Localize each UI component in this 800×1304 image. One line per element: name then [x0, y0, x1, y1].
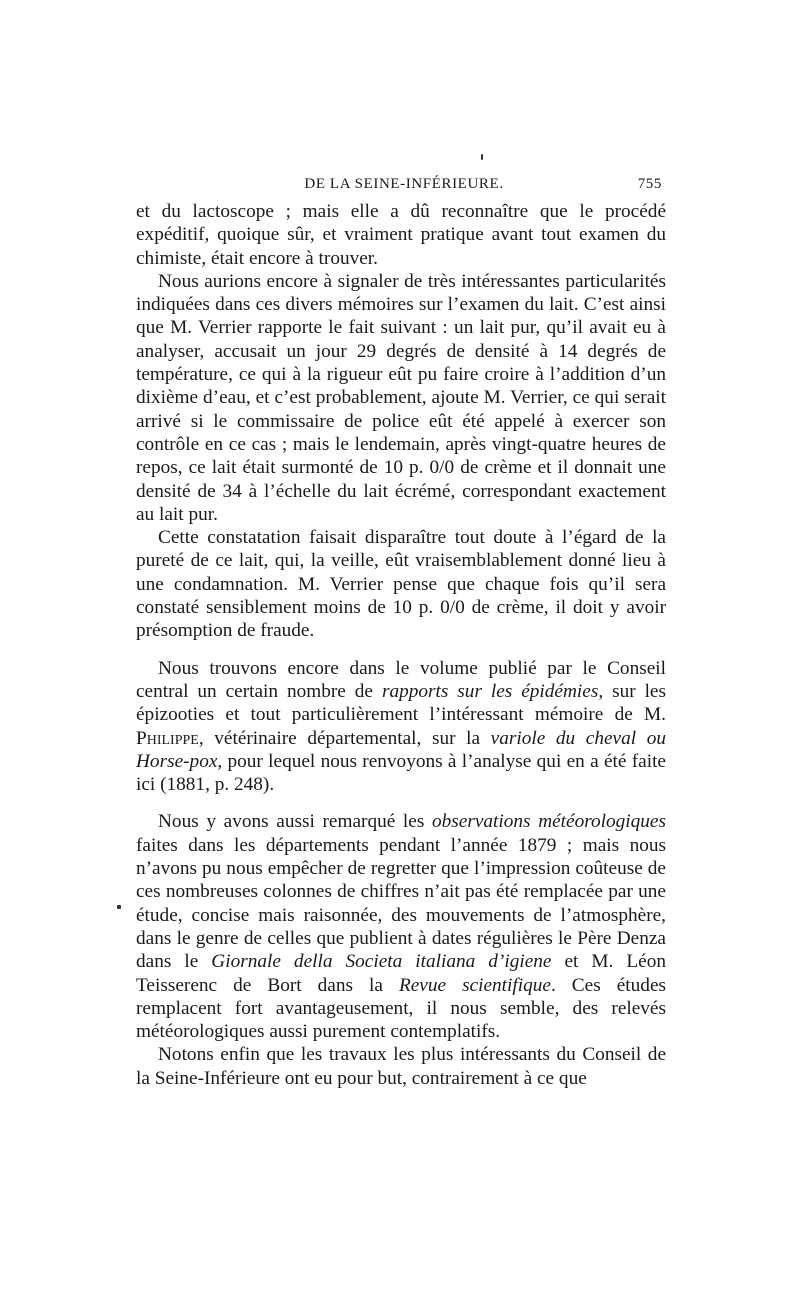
paragraph-4-text: , pour lequel nous renvoyons à l’analyse qui en a été faite ici (1881, p. 248).	[136, 750, 666, 796]
paragraph-4-text: Nous trouvons encore dans le volume publié par le Conseil central un certain nombre de	[136, 657, 666, 702]
paragraph-5-text: faites dans les départements pendant l’année 1879 ; mais nous n’avons pu nous empêcher de regretter que l’impression coûteuse de ces nombreuses colonnes de chiffres n’ait pas été remplacée par une étude, concise mais raisonnée, des mouvements de l’atmosphère, dans le genre de celles que publient à dates régulières le Père Denza dans le	[136, 834, 666, 973]
italic-title-giornale: Giornale della Societa italiana d’igiene	[211, 951, 552, 973]
italic-title-revue: Revue scientifique	[398, 974, 551, 996]
italic-title-observations: observations météorologiques	[432, 811, 666, 833]
paragraph-5-text: et M. Léon Teisserenc de Bort dans la	[136, 951, 666, 996]
paragraph-5	[136, 810, 666, 1043]
page-number: 755	[637, 176, 662, 192]
print-speck	[117, 905, 121, 909]
paragraph-5-text: Nous y avons aussi remarqué les	[158, 811, 432, 833]
print-speck	[481, 154, 483, 160]
running-title: DE LA SEINE-INFÉRIEURE.	[304, 176, 504, 192]
italic-title-rapports: rapports sur les épidémies	[381, 680, 599, 702]
paragraph-4-text: , sur les épizooties et tout particulièrement l’intéressant mémoire de M.	[136, 680, 666, 726]
body-text	[136, 200, 666, 1090]
paragraph-2: Nous aurions encore à signaler de très intéressantes particularités indiquées dans ces divers mémoires sur l’examen du lait. C’est ainsi que M. Verrier rapporte le fait suivant : un lait pur, qu’il avait eu à analyser, accusait un jour 29 degrés de densité à 14 degrés de température, ce qui à la rigueur eût pu faire croire à l’addition d’un dixième d’eau, et c’est probablement, ajoute M. Verrier, ce qui serait arrivé si le commissaire de police eût été appelé à exercer son contrôle en ce cas ; mais le lendemain, après vingt-quatre heures de repos, ce lait était surmonté de 10 p. 0/0 de crème et il donnait une densité de 34 à l’échelle du lait écrémé, correspondant exactement au lait pur.	[136, 270, 666, 525]
running-header	[136, 172, 666, 200]
paragraph-4	[136, 657, 666, 797]
paragraph-1: et du lactoscope ; mais elle a dû reconnaître que le procédé expéditif, quoique sûr, et vraiment pratique avant tout examen du chimiste, était encore à trouver.	[136, 201, 666, 269]
paragraph-5-text: . Ces études remplacent fort avantageusement, il nous semble, des relevés météorologiques aussi purement contemplatifs.	[136, 974, 666, 1043]
paragraph-3: Cette constatation faisait disparaître tout doute à l’égard de la pureté de ce lait, qui, la veille, eût vraisemblablement donné lieu à une condamnation. M. Verrier pense que chaque fois qu’il sera constaté sensiblement moins de 10 p. 0/0 de crème, il doit y avoir présomption de fraude.	[136, 527, 666, 642]
paragraph-6: Notons enfin que les travaux les plus intéressants du Conseil de la Seine-Inférieure ont eu pour but, contrairement à ce que	[136, 1044, 666, 1089]
book-page	[136, 172, 666, 1090]
paragraph-4-text: , vétérinaire départemental, sur la	[198, 727, 491, 749]
italic-title-variole: variole du cheval ou Horse-pox	[136, 727, 667, 772]
author-name-philippe: Philippe	[136, 727, 199, 749]
